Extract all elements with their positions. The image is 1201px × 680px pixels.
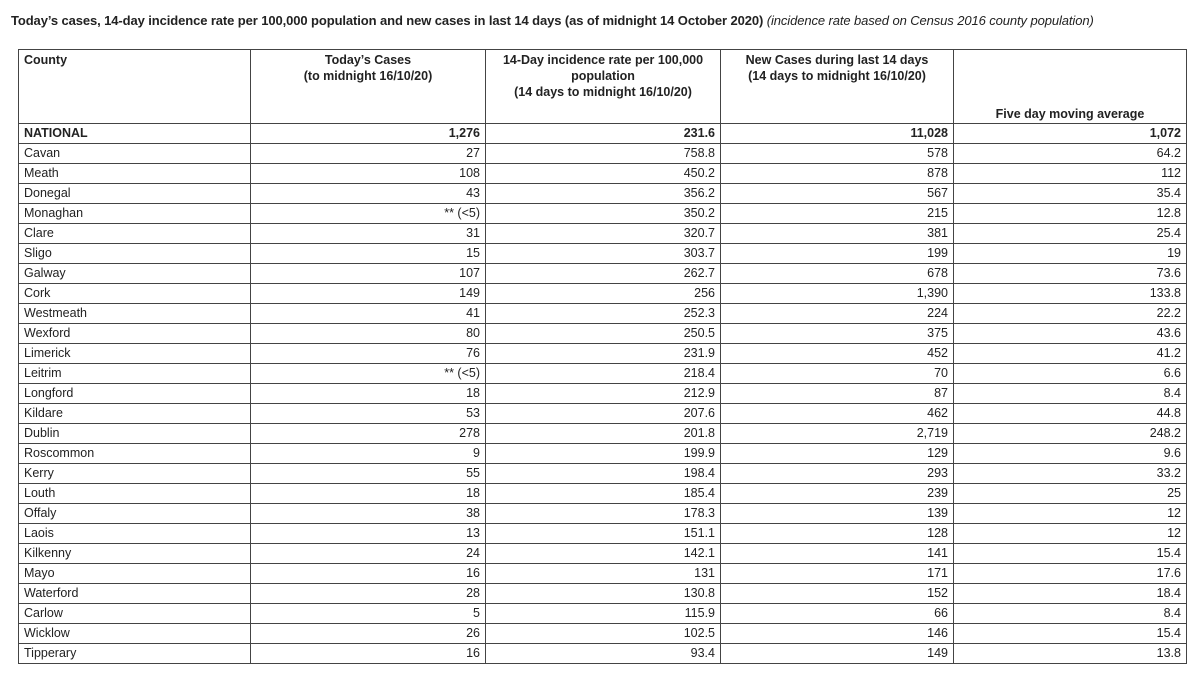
cell-new-cases: 224: [721, 304, 954, 324]
header-todays-cases: [251, 50, 486, 124]
cell-county: Longford: [19, 384, 251, 404]
cell-incidence-rate: 262.7: [486, 264, 721, 284]
cell-incidence-rate: 207.6: [486, 404, 721, 424]
cell-incidence-rate: 178.3: [486, 504, 721, 524]
county-cases-table: [18, 49, 1187, 664]
cell-moving-average: 25: [954, 484, 1187, 504]
table-row: [19, 464, 1187, 484]
table-body: [19, 124, 1187, 664]
cell-moving-average: 12.8: [954, 204, 1187, 224]
cell-todays-cases: 1,276: [251, 124, 486, 144]
table-header-row: [19, 50, 1187, 124]
header-todays-cases-line-1: Today’s Cases: [324, 53, 412, 67]
table-row: [19, 364, 1187, 384]
cell-todays-cases: 149: [251, 284, 486, 304]
table-row: [19, 644, 1187, 664]
cell-new-cases: 567: [721, 184, 954, 204]
cell-moving-average: 8.4: [954, 604, 1187, 624]
cell-moving-average: 25.4: [954, 224, 1187, 244]
cell-new-cases: 152: [721, 584, 954, 604]
cell-county: Meath: [19, 164, 251, 184]
cell-todays-cases: 43: [251, 184, 486, 204]
table-row: [19, 544, 1187, 564]
cell-todays-cases: 13: [251, 524, 486, 544]
cell-new-cases: 11,028: [721, 124, 954, 144]
header-new-cases-line-2: (14 days to midnight 16/10/20): [748, 69, 926, 83]
header-moving-average: Five day moving average: [954, 50, 1187, 124]
cell-todays-cases: 76: [251, 344, 486, 364]
cell-new-cases: 878: [721, 164, 954, 184]
cell-new-cases: 381: [721, 224, 954, 244]
header-todays-cases-line-2: (to midnight 16/10/20): [303, 69, 433, 83]
header-incidence-line-1: 14-Day incidence rate per 100,000: [502, 53, 704, 67]
cell-moving-average: 44.8: [954, 404, 1187, 424]
cell-todays-cases: 107: [251, 264, 486, 284]
cell-incidence-rate: 198.4: [486, 464, 721, 484]
cell-incidence-rate: 131: [486, 564, 721, 584]
cell-todays-cases: 53: [251, 404, 486, 424]
table-row: [19, 224, 1187, 244]
cell-incidence-rate: 201.8: [486, 424, 721, 444]
cell-todays-cases: 15: [251, 244, 486, 264]
cell-county: Tipperary: [19, 644, 251, 664]
cell-incidence-rate: 115.9: [486, 604, 721, 624]
cell-county: Dublin: [19, 424, 251, 444]
table-row: [19, 604, 1187, 624]
title-note: (incidence rate based on Census 2016 county population): [766, 13, 1094, 28]
cell-county: Monaghan: [19, 204, 251, 224]
cell-incidence-rate: 130.8: [486, 584, 721, 604]
cell-todays-cases: 41: [251, 304, 486, 324]
cell-new-cases: 239: [721, 484, 954, 504]
cell-county: NATIONAL: [19, 124, 251, 144]
cell-moving-average: 12: [954, 524, 1187, 544]
table-row: [19, 324, 1187, 344]
cell-new-cases: 129: [721, 444, 954, 464]
cell-county: Cavan: [19, 144, 251, 164]
cell-incidence-rate: 185.4: [486, 484, 721, 504]
cell-todays-cases: 108: [251, 164, 486, 184]
table-row: [19, 204, 1187, 224]
cell-moving-average: 248.2: [954, 424, 1187, 444]
cell-todays-cases: 18: [251, 384, 486, 404]
cell-moving-average: 15.4: [954, 544, 1187, 564]
cell-new-cases: 199: [721, 244, 954, 264]
table-row: [19, 384, 1187, 404]
table-row: [19, 164, 1187, 184]
table-row: [19, 144, 1187, 164]
cell-new-cases: 678: [721, 264, 954, 284]
table-row: [19, 624, 1187, 644]
cell-moving-average: 18.4: [954, 584, 1187, 604]
cell-incidence-rate: 252.3: [486, 304, 721, 324]
cell-moving-average: 43.6: [954, 324, 1187, 344]
table-row: [19, 404, 1187, 424]
table-row: [19, 284, 1187, 304]
cell-incidence-rate: 250.5: [486, 324, 721, 344]
cell-todays-cases: 278: [251, 424, 486, 444]
cell-moving-average: 33.2: [954, 464, 1187, 484]
cell-moving-average: 1,072: [954, 124, 1187, 144]
cell-new-cases: 66: [721, 604, 954, 624]
table-row: [19, 304, 1187, 324]
cell-incidence-rate: 350.2: [486, 204, 721, 224]
cell-new-cases: 578: [721, 144, 954, 164]
cell-new-cases: 146: [721, 624, 954, 644]
cell-incidence-rate: 758.8: [486, 144, 721, 164]
table-row: [19, 524, 1187, 544]
cell-moving-average: 22.2: [954, 304, 1187, 324]
page-title: [11, 13, 1094, 28]
cell-county: Laois: [19, 524, 251, 544]
cell-county: Clare: [19, 224, 251, 244]
cell-county: Leitrim: [19, 364, 251, 384]
cell-county: Kerry: [19, 464, 251, 484]
cell-moving-average: 112: [954, 164, 1187, 184]
cell-moving-average: 35.4: [954, 184, 1187, 204]
cell-county: Wexford: [19, 324, 251, 344]
header-incidence-line-2: population: [571, 69, 635, 83]
cell-moving-average: 17.6: [954, 564, 1187, 584]
cell-moving-average: 15.4: [954, 624, 1187, 644]
header-new-cases: [721, 50, 954, 124]
cell-incidence-rate: 231.9: [486, 344, 721, 364]
cell-moving-average: 13.8: [954, 644, 1187, 664]
cell-moving-average: 8.4: [954, 384, 1187, 404]
cell-new-cases: 141: [721, 544, 954, 564]
cell-new-cases: 70: [721, 364, 954, 384]
cell-new-cases: 87: [721, 384, 954, 404]
cell-todays-cases: ** (<5): [251, 204, 486, 224]
cell-todays-cases: 80: [251, 324, 486, 344]
cell-county: Kilkenny: [19, 544, 251, 564]
table-row: [19, 424, 1187, 444]
cell-new-cases: 1,390: [721, 284, 954, 304]
header-new-cases-line-1: New Cases during last 14 days: [745, 53, 929, 67]
cell-new-cases: 149: [721, 644, 954, 664]
cell-moving-average: 19: [954, 244, 1187, 264]
cell-moving-average: 9.6: [954, 444, 1187, 464]
cell-incidence-rate: 303.7: [486, 244, 721, 264]
cell-moving-average: 6.6: [954, 364, 1187, 384]
cell-incidence-rate: 218.4: [486, 364, 721, 384]
cell-incidence-rate: 320.7: [486, 224, 721, 244]
cell-todays-cases: 38: [251, 504, 486, 524]
table-row: [19, 244, 1187, 264]
cell-new-cases: 139: [721, 504, 954, 524]
table-row: [19, 584, 1187, 604]
cell-new-cases: 2,719: [721, 424, 954, 444]
cell-new-cases: 171: [721, 564, 954, 584]
cell-county: Limerick: [19, 344, 251, 364]
cell-moving-average: 12: [954, 504, 1187, 524]
header-incidence-line-3: (14 days to midnight 16/10/20): [514, 85, 692, 99]
cell-incidence-rate: 102.5: [486, 624, 721, 644]
cell-county: Sligo: [19, 244, 251, 264]
table-row: [19, 184, 1187, 204]
cell-county: Donegal: [19, 184, 251, 204]
cell-new-cases: 462: [721, 404, 954, 424]
table-row-national: [19, 124, 1187, 144]
header-county: County: [19, 50, 251, 124]
table-row: [19, 264, 1187, 284]
cell-todays-cases: 16: [251, 644, 486, 664]
cell-new-cases: 452: [721, 344, 954, 364]
cell-moving-average: 41.2: [954, 344, 1187, 364]
cell-new-cases: 293: [721, 464, 954, 484]
cell-incidence-rate: 356.2: [486, 184, 721, 204]
cell-incidence-rate: 450.2: [486, 164, 721, 184]
cell-county: Louth: [19, 484, 251, 504]
cell-todays-cases: 24: [251, 544, 486, 564]
cell-incidence-rate: 212.9: [486, 384, 721, 404]
cell-moving-average: 73.6: [954, 264, 1187, 284]
table-row: [19, 444, 1187, 464]
cell-moving-average: 64.2: [954, 144, 1187, 164]
cell-new-cases: 375: [721, 324, 954, 344]
cell-county: Galway: [19, 264, 251, 284]
cell-todays-cases: 27: [251, 144, 486, 164]
table-row: [19, 504, 1187, 524]
cell-new-cases: 128: [721, 524, 954, 544]
cell-county: Kildare: [19, 404, 251, 424]
cell-incidence-rate: 151.1: [486, 524, 721, 544]
cell-todays-cases: 18: [251, 484, 486, 504]
header-incidence-rate: [486, 50, 721, 124]
cell-moving-average: 133.8: [954, 284, 1187, 304]
cell-incidence-rate: 93.4: [486, 644, 721, 664]
cell-incidence-rate: 142.1: [486, 544, 721, 564]
table-row: [19, 484, 1187, 504]
cell-todays-cases: 16: [251, 564, 486, 584]
cell-todays-cases: 9: [251, 444, 486, 464]
cell-county: Wicklow: [19, 624, 251, 644]
cell-county: Mayo: [19, 564, 251, 584]
cell-county: Roscommon: [19, 444, 251, 464]
cell-incidence-rate: 231.6: [486, 124, 721, 144]
cell-todays-cases: ** (<5): [251, 364, 486, 384]
cell-new-cases: 215: [721, 204, 954, 224]
cell-todays-cases: 31: [251, 224, 486, 244]
cell-todays-cases: 55: [251, 464, 486, 484]
cell-incidence-rate: 199.9: [486, 444, 721, 464]
cell-county: Offaly: [19, 504, 251, 524]
cell-todays-cases: 5: [251, 604, 486, 624]
cell-county: Carlow: [19, 604, 251, 624]
table-row: [19, 344, 1187, 364]
cell-county: Westmeath: [19, 304, 251, 324]
cell-county: Waterford: [19, 584, 251, 604]
table-row: [19, 564, 1187, 584]
cell-county: Cork: [19, 284, 251, 304]
cell-todays-cases: 26: [251, 624, 486, 644]
title-main: Today’s cases, 14-day incidence rate per 100,000 population and new cases in last 14 days (as of midnight 14 October 2020): [11, 13, 764, 28]
cell-incidence-rate: 256: [486, 284, 721, 304]
cell-todays-cases: 28: [251, 584, 486, 604]
